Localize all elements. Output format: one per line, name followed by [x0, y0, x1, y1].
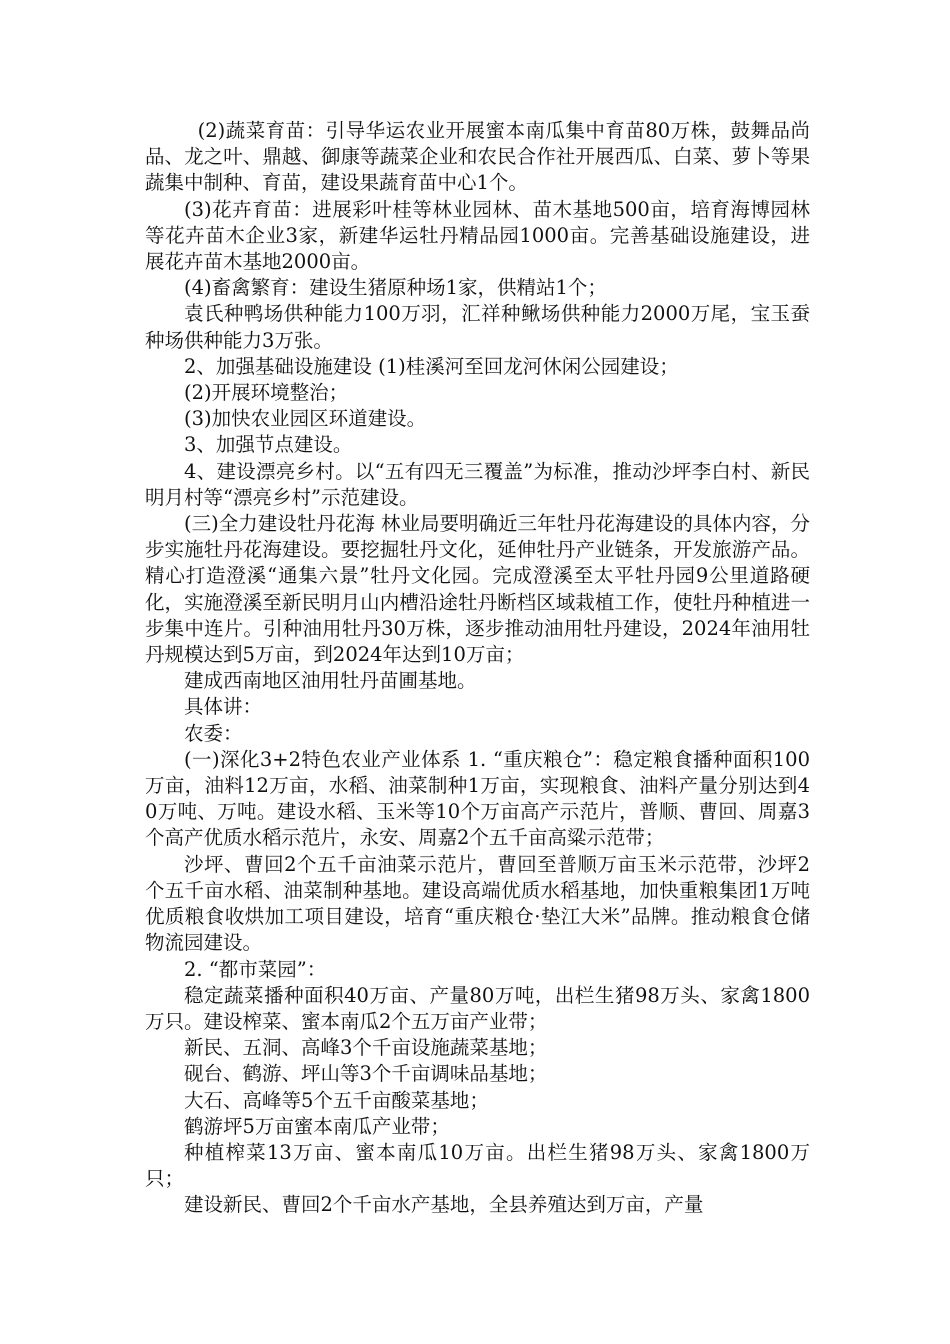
paragraph-vegetable-seedlings: (2)蔬菜育苗：引导华运农业开展蜜本南瓜集中育苗80万株，鼓舞品尚品、龙之叶、鼎越、御康等蔬菜企业和农民合作社开展西瓜、白菜、萝卜等果蔬集中制种、育苗，建设果蔬育苗中心1个。	[145, 119, 810, 195]
paragraph-agri-committee: 农委：	[184, 721, 243, 745]
paragraph-seasoning-bases: 砚台、鹤游、坪山等3个千亩调味品基地；	[184, 1062, 548, 1086]
paragraph-ring-road: (3)加快农业园区环道建设。	[184, 407, 427, 431]
paragraph-pumpkin-belt: 鹤游坪5万亩蜜本南瓜产业带；	[184, 1114, 450, 1138]
paragraph-rapeseed: 沙坪、曹回2个五千亩油菜示范片，曹回至普顺万亩玉米示范带，沙坪2个五千亩水稻、油菜制种基地。建设高端优质水稻基地，加快重粮集团1万吨优质粮食收烘加工项目建设，培育“重庆粮仓·垫江大米”品牌。推动粮食仓储物流园建设。	[145, 852, 810, 955]
paragraph-vegetable-area: 稳定蔬菜播种面积40万亩、产量80万吨，出栏生猪98万头、家禽1800万只。建设榨菜、蜜本南瓜2个五万亩产业带；	[145, 983, 810, 1033]
paragraph-planting: 种植榨菜13万亩、蜜本南瓜10万亩。出栏生猪98万头、家禽1800万只；	[145, 1140, 810, 1191]
paragraph-specifically: 具体讲：	[184, 695, 263, 719]
paragraph-pickle-bases: 大石、高峰等5个五千亩酸菜基地；	[184, 1088, 489, 1112]
paragraph-environment: (2)开展环境整治；	[184, 381, 349, 405]
paragraph-peony-sea: (三)全力建设牡丹花海 林业局要明确近三年牡丹花海建设的具体内容，分步实施牡丹花海建设。要挖掘牡丹文化，延伸牡丹产业链条，开发旅游产品。精心打造澄溪“通集六景”牡丹文化园。完成澄溪至太平牡丹园9公里道路硬化，实施澄溪至新民明月山内槽沿途牡丹断档区域栽植工作，使牡丹种植进一步集中连片。引种油用牡丹30万株，逐步推动油用牡丹建设，2024年油用牡丹规模达到5万亩，到2024年达到10万亩；	[145, 512, 810, 667]
paragraph-urban-garden-heading: 2. “都市菜园”：	[184, 957, 327, 981]
document-body	[145, 118, 810, 1219]
paragraph-granary: (一)深化3+2特色农业产业体系 1. “重庆粮仓”：稳定粮食播种面积100万亩，油料12万亩，水稻、油菜制种1万亩，实现粮食、油料产量分别达到40万吨、万吨。建设水稻、玉米等10个万亩高产示范片，普顺、曹回、周嘉3个高产优质水稻示范片，永安、周嘉2个五千亩高粱示范带；	[145, 747, 810, 850]
paragraph-nodes: 3、加强节点建设。	[184, 433, 353, 457]
paragraph-beautiful-village: 4、建设漂亮乡村。以“五有四无三覆盖”为标准，推动沙坪李白村、新民明月村等“漂亮乡村”示范建设。	[145, 459, 810, 509]
paragraph-aquaculture: 建设新民、曹回2个千亩水产基地，全县养殖达到万亩，产量	[184, 1193, 704, 1217]
paragraph-breeding-capacity: 袁氏种鸭场供种能力100万羽，汇祥种鳅场供种能力2000万尾，宝玉蚕种场供种能力3万张。	[145, 302, 810, 352]
paragraph-livestock-breeding: (4)畜禽繁育：建设生猪原种场1家，供精站1个；	[184, 276, 607, 300]
paragraph-peony-nursery: 建成西南地区油用牡丹苗圃基地。	[184, 669, 477, 693]
paragraph-facility-vegetables: 新民、五洞、高峰3个千亩设施蔬菜基地；	[184, 1036, 548, 1060]
paragraph-infrastructure: 2、加强基础设施建设 (1)桂溪河至回龙河休闲公园建设；	[184, 354, 679, 378]
paragraph-flower-seedlings: (3)花卉育苗：进展彩叶桂等林业园林、苗木基地500亩，培育海博园林等花卉苗木企业3家，新建华运牡丹精品园1000亩。完善基础设施建设，进展花卉苗木基地2000亩。	[145, 197, 810, 274]
